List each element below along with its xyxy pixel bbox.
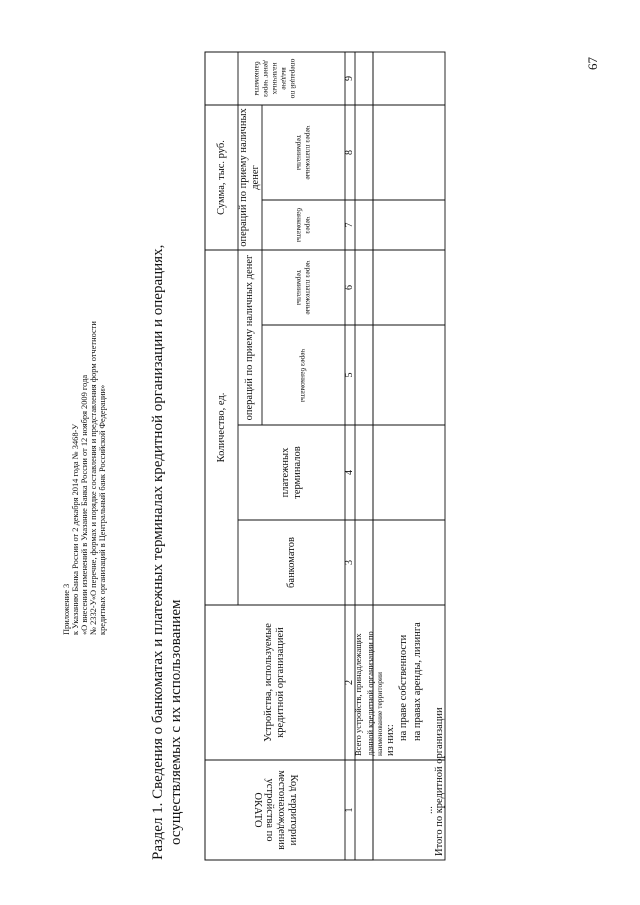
section-title-line-2: осуществляемых с их использованием	[168, 599, 184, 845]
col1-header	[205, 760, 345, 860]
appendix-line-1: Приложение 3	[62, 583, 71, 635]
count-group-header: Количество, ед.	[215, 392, 227, 463]
col-num-3: 3	[344, 560, 355, 565]
col1-header-text: Код территории местонахождения устройства по ОКАТО	[252, 770, 299, 850]
row-owned: на праве собственности	[398, 634, 409, 741]
row-lease: на правах аренды, лизинга	[412, 622, 423, 741]
via-terminals-col6	[262, 250, 345, 325]
via-terminals-col9-text: через платежные терминалы	[294, 125, 313, 180]
col-num-6: 6	[344, 285, 355, 290]
row-total: Всего устройств, принадлежащих данной кредитной организации по	[353, 631, 375, 756]
row-dots: ...	[424, 806, 435, 814]
cash-out-col10	[205, 52, 345, 105]
via-atms-col5-text: через банкоматы	[299, 348, 308, 402]
appendix-line-4: № 2332-У«О перечне, формах и порядке составления и представления форм отчетности	[89, 321, 98, 635]
col-num-1: 1	[344, 807, 355, 813]
cash-out-col10-text: операций по выдаче наличных денег через банкоматы	[252, 58, 298, 99]
page-number: 67	[585, 57, 600, 70]
col2-header-text: Устройства, используемые кредитной организацией	[263, 623, 286, 742]
row-grand-total: Итого по кредитной организации	[434, 707, 445, 856]
section-title-line-1: Раздел 1. Сведения о банкоматах и платежных терминалах кредитной организации и операциях,	[150, 244, 166, 860]
appendix-line-3: «О внесении изменений в Указание Банка России от 12 ноября 2009 года	[80, 374, 89, 635]
via-atms-col5	[262, 325, 345, 425]
via-terminals-col9	[262, 105, 345, 200]
via-terminals-col6-text: через платежные терминалы	[294, 260, 313, 315]
cash-in-sum-header: операций по приему наличных денег	[238, 108, 261, 247]
col-num-2: 2	[344, 680, 355, 685]
appendix-line-5: кредитных организаций в Центральный банк Российской Федерации»	[98, 384, 107, 635]
atms-header: банкоматов	[285, 537, 297, 588]
col-num-8: 8	[344, 150, 355, 155]
row-territory: наименование территории	[374, 671, 384, 756]
via-atms-col8	[262, 200, 345, 250]
via-atms-col8-text: через банкоматы	[294, 207, 313, 243]
col-num-7: 7	[344, 222, 355, 228]
col-num-5: 5	[344, 372, 355, 378]
row-of-them: из них:	[385, 724, 396, 756]
terminals-header: платежных терминалов	[279, 446, 303, 499]
col-num-4: 4	[344, 470, 355, 475]
cash-in-count-header: операций по приему наличных денег	[244, 254, 255, 421]
appendix-line-2: к Указанию Банка России от 2 декабря 2014 года № 3468-У	[71, 423, 80, 635]
col-num-9: 9	[344, 76, 355, 81]
sum-group-header: Сумма, тыс. руб.	[215, 140, 227, 215]
col2-header	[205, 605, 345, 760]
